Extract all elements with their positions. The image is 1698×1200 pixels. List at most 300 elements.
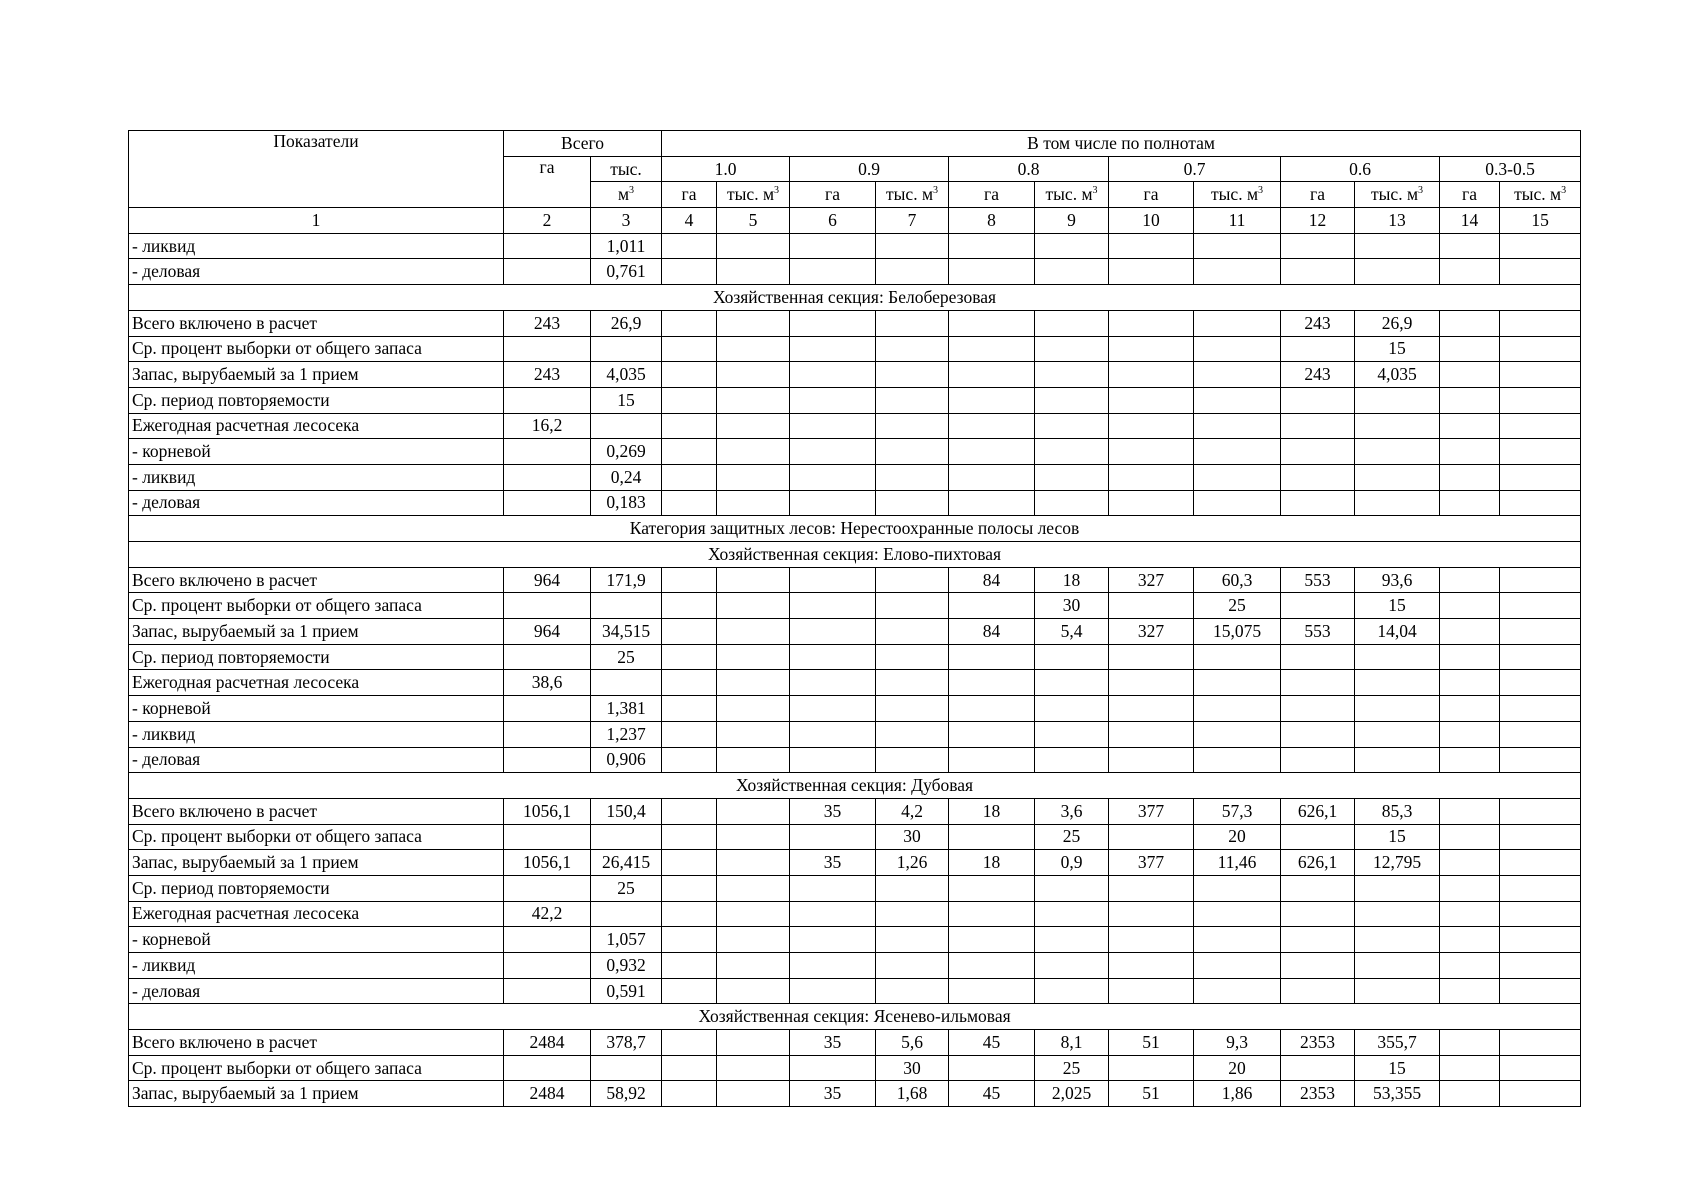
table-cell <box>504 233 591 259</box>
table-cell <box>1355 670 1440 696</box>
table-cell: 1,26 <box>876 850 949 876</box>
table-cell <box>949 721 1035 747</box>
table-cell: 4,035 <box>591 362 662 388</box>
table-cell: 85,3 <box>1355 798 1440 824</box>
table-cell <box>1500 1081 1581 1107</box>
table-cell: 243 <box>1281 310 1355 336</box>
header-total: Всего <box>504 131 662 157</box>
table-cell <box>790 953 876 979</box>
table-cell: 15 <box>1355 593 1440 619</box>
table-cell <box>504 875 591 901</box>
header-unit-ha: га <box>790 182 876 208</box>
table-cell <box>949 644 1035 670</box>
table-cell: 26,9 <box>1355 310 1440 336</box>
table-cell <box>504 259 591 285</box>
section-row <box>129 1004 1581 1030</box>
table-cell <box>1035 644 1109 670</box>
table-cell: 35 <box>790 850 876 876</box>
column-number: 10 <box>1109 208 1194 234</box>
table-cell <box>1281 953 1355 979</box>
table-cell <box>1440 310 1500 336</box>
table-cell <box>662 901 717 927</box>
table-cell <box>662 413 717 439</box>
table-cell <box>504 1055 591 1081</box>
table-cell <box>662 1030 717 1056</box>
row-label: Ср. период повторяемости <box>129 875 504 901</box>
table-cell <box>876 670 949 696</box>
table-cell: 553 <box>1281 567 1355 593</box>
table-cell <box>1109 1055 1194 1081</box>
column-number: 15 <box>1500 208 1581 234</box>
table-cell <box>1440 619 1500 645</box>
table-cell <box>662 490 717 516</box>
table-cell: 1,011 <box>591 233 662 259</box>
table-cell <box>1194 439 1281 465</box>
table-cell <box>1500 490 1581 516</box>
table-cell <box>1500 696 1581 722</box>
section-row <box>129 285 1581 311</box>
row-label: Запас, вырубаемый за 1 прием <box>129 362 504 388</box>
table-cell <box>876 439 949 465</box>
table-cell <box>876 336 949 362</box>
table-cell <box>1281 927 1355 953</box>
table-cell: 1,381 <box>591 696 662 722</box>
row-label: Запас, вырубаемый за 1 прием <box>129 1081 504 1107</box>
table-cell <box>1355 747 1440 773</box>
table-cell <box>876 978 949 1004</box>
table-cell <box>662 875 717 901</box>
table-cell <box>1109 490 1194 516</box>
table-cell: 18 <box>1035 567 1109 593</box>
table-cell <box>949 387 1035 413</box>
table-row <box>129 593 1581 619</box>
table-cell: 327 <box>1109 619 1194 645</box>
table-cell <box>591 824 662 850</box>
table-cell: 38,6 <box>504 670 591 696</box>
table-cell <box>504 387 591 413</box>
table-row <box>129 670 1581 696</box>
column-number: 5 <box>717 208 790 234</box>
section-row <box>129 773 1581 799</box>
table-cell <box>1281 336 1355 362</box>
header-indicators: Показатели <box>129 131 504 208</box>
table-cell <box>876 721 949 747</box>
table-cell <box>949 490 1035 516</box>
table-cell <box>717 1055 790 1081</box>
table-cell: 327 <box>1109 567 1194 593</box>
table-row <box>129 696 1581 722</box>
table-cell: 2484 <box>504 1081 591 1107</box>
table-cell: 0,906 <box>591 747 662 773</box>
column-number: 9 <box>1035 208 1109 234</box>
row-label: - корневой <box>129 927 504 953</box>
table-row <box>129 490 1581 516</box>
row-label: Ср. процент выборки от общего запаса <box>129 1055 504 1081</box>
table-cell <box>1355 953 1440 979</box>
table-cell <box>1440 336 1500 362</box>
table-cell <box>717 1081 790 1107</box>
table-row <box>129 310 1581 336</box>
table-cell <box>949 901 1035 927</box>
table-cell <box>1109 233 1194 259</box>
table-cell: 25 <box>1035 824 1109 850</box>
table-cell <box>1500 464 1581 490</box>
table-cell <box>790 413 876 439</box>
table-cell <box>1194 901 1281 927</box>
table-cell: 15,075 <box>1194 619 1281 645</box>
table-cell <box>1440 721 1500 747</box>
table-cell: 30 <box>876 824 949 850</box>
table-cell <box>790 927 876 953</box>
table-cell <box>1194 259 1281 285</box>
table-cell <box>717 1030 790 1056</box>
table-cell <box>1500 850 1581 876</box>
table-cell <box>717 413 790 439</box>
table-cell <box>790 824 876 850</box>
table-cell <box>1035 696 1109 722</box>
table-cell <box>1109 464 1194 490</box>
table-cell <box>949 927 1035 953</box>
table-cell <box>949 953 1035 979</box>
table-cell <box>1281 747 1355 773</box>
table-cell <box>1355 644 1440 670</box>
table-cell <box>1035 901 1109 927</box>
table-cell <box>717 387 790 413</box>
table-cell: 171,9 <box>591 567 662 593</box>
table-cell: 51 <box>1109 1081 1194 1107</box>
table-cell: 30 <box>876 1055 949 1081</box>
table-cell: 58,92 <box>591 1081 662 1107</box>
table-cell: 26,9 <box>591 310 662 336</box>
table-cell <box>1355 464 1440 490</box>
table-cell <box>1035 387 1109 413</box>
table-cell <box>662 233 717 259</box>
table-cell <box>1194 644 1281 670</box>
header-unit-thous-m3: тыс. $м^3$ <box>1035 182 1109 208</box>
row-label: Ср. период повторяемости <box>129 387 504 413</box>
table-cell <box>662 464 717 490</box>
table-cell <box>949 978 1035 1004</box>
table-cell: 8,1 <box>1035 1030 1109 1056</box>
column-number: 1 <box>129 208 504 234</box>
table-cell <box>717 593 790 619</box>
table-cell <box>949 310 1035 336</box>
table-cell: 243 <box>504 310 591 336</box>
table-cell: 2,025 <box>1035 1081 1109 1107</box>
section-title: Хозяйственная секция: Елово-пихтовая <box>129 542 1581 568</box>
table-cell: 2353 <box>1281 1081 1355 1107</box>
table-cell <box>1281 233 1355 259</box>
table-cell <box>1194 233 1281 259</box>
table-cell <box>1035 490 1109 516</box>
table-cell <box>790 387 876 413</box>
table-cell <box>949 464 1035 490</box>
table-cell <box>1035 233 1109 259</box>
table-cell <box>717 721 790 747</box>
table-cell <box>1500 747 1581 773</box>
table-cell <box>1440 670 1500 696</box>
table-cell: 964 <box>504 567 591 593</box>
table-cell <box>1355 387 1440 413</box>
table-cell <box>1500 1055 1581 1081</box>
table-cell <box>876 696 949 722</box>
table-cell <box>1035 439 1109 465</box>
table-cell <box>1194 464 1281 490</box>
table-cell <box>1194 978 1281 1004</box>
table-cell <box>1440 1081 1500 1107</box>
table-cell <box>717 798 790 824</box>
table-cell: 377 <box>1109 798 1194 824</box>
table-cell <box>1500 824 1581 850</box>
table-cell <box>662 670 717 696</box>
table-cell <box>1281 670 1355 696</box>
table-cell <box>1355 490 1440 516</box>
table-cell: 18 <box>949 850 1035 876</box>
table-cell <box>876 567 949 593</box>
table-cell <box>876 233 949 259</box>
row-label: - деловая <box>129 747 504 773</box>
row-label: Ср. процент выборки от общего запаса <box>129 593 504 619</box>
section-title: Хозяйственная секция: Дубовая <box>129 773 1581 799</box>
table-cell: 51 <box>1109 1030 1194 1056</box>
table-cell: 0,591 <box>591 978 662 1004</box>
table-cell <box>1281 464 1355 490</box>
header-unit-thous-m3: тыс. $м^3$ <box>876 182 949 208</box>
table-cell <box>876 593 949 619</box>
table-cell: 243 <box>1281 362 1355 388</box>
table-cell: 4,2 <box>876 798 949 824</box>
table-cell <box>1440 413 1500 439</box>
table-cell: 0,24 <box>591 464 662 490</box>
table-row <box>129 1030 1581 1056</box>
table-cell <box>876 875 949 901</box>
table-cell <box>1500 233 1581 259</box>
table-cell <box>1109 927 1194 953</box>
table-cell <box>1440 747 1500 773</box>
table-cell <box>1500 413 1581 439</box>
table-cell <box>1109 953 1194 979</box>
table-cell <box>1281 490 1355 516</box>
header-unit-ha: га <box>1109 182 1194 208</box>
table-cell <box>790 875 876 901</box>
table-cell <box>717 747 790 773</box>
table-cell <box>662 593 717 619</box>
table-cell <box>790 1055 876 1081</box>
table-cell <box>1109 439 1194 465</box>
table-cell <box>1440 875 1500 901</box>
table-cell <box>1500 310 1581 336</box>
table-cell <box>790 464 876 490</box>
table-cell <box>1035 747 1109 773</box>
table-row <box>129 1055 1581 1081</box>
table-cell <box>1500 798 1581 824</box>
table-row <box>129 644 1581 670</box>
table-cell: 12,795 <box>1355 850 1440 876</box>
header-unit-thous-m3: тыс. $м^3$ <box>1500 182 1581 208</box>
table-cell <box>1109 259 1194 285</box>
header-total-thous: тыс. <box>591 156 662 182</box>
table-row <box>129 875 1581 901</box>
row-label: Ежегодная расчетная лесосека <box>129 413 504 439</box>
table-row <box>129 413 1581 439</box>
table-cell <box>1500 259 1581 285</box>
header-unit-ha: га <box>1440 182 1500 208</box>
table-cell <box>790 310 876 336</box>
table-cell: 377 <box>1109 850 1194 876</box>
table-cell <box>1440 798 1500 824</box>
table-cell <box>790 439 876 465</box>
table-row <box>129 233 1581 259</box>
table-cell <box>591 901 662 927</box>
row-label: Ср. период повторяемости <box>129 644 504 670</box>
table-cell <box>662 927 717 953</box>
header-density-6: 0.3-0.5 <box>1440 156 1581 182</box>
table-cell: 378,7 <box>591 1030 662 1056</box>
table-cell <box>1440 439 1500 465</box>
table-row <box>129 336 1581 362</box>
table-cell <box>717 336 790 362</box>
table-cell <box>1440 464 1500 490</box>
table-cell <box>1281 593 1355 619</box>
table-cell <box>1440 259 1500 285</box>
table-cell <box>504 747 591 773</box>
table-cell <box>1194 696 1281 722</box>
table-row <box>129 387 1581 413</box>
table-cell <box>876 927 949 953</box>
table-cell: 243 <box>504 362 591 388</box>
table-cell: 1,057 <box>591 927 662 953</box>
table-row <box>129 850 1581 876</box>
column-number: 13 <box>1355 208 1440 234</box>
column-number: 6 <box>790 208 876 234</box>
table-cell <box>949 413 1035 439</box>
table-cell <box>1109 387 1194 413</box>
table-cell <box>1500 927 1581 953</box>
table-cell <box>1109 336 1194 362</box>
table-cell <box>1109 593 1194 619</box>
table-cell <box>1281 259 1355 285</box>
table-cell <box>1500 670 1581 696</box>
table-cell <box>591 413 662 439</box>
table-cell <box>1035 464 1109 490</box>
row-label: Ежегодная расчетная лесосека <box>129 901 504 927</box>
table-cell <box>662 696 717 722</box>
table-cell <box>504 439 591 465</box>
table-cell <box>591 670 662 696</box>
table-cell <box>1281 875 1355 901</box>
row-label: Запас, вырубаемый за 1 прием <box>129 850 504 876</box>
table-cell: 26,415 <box>591 850 662 876</box>
table-cell <box>1355 233 1440 259</box>
table-cell <box>717 670 790 696</box>
table-cell <box>1194 875 1281 901</box>
table-cell <box>662 644 717 670</box>
row-label: Запас, вырубаемый за 1 прием <box>129 619 504 645</box>
table-cell <box>1035 336 1109 362</box>
table-cell: 34,515 <box>591 619 662 645</box>
header-unit-ha: га <box>662 182 717 208</box>
table-cell: 84 <box>949 567 1035 593</box>
table-cell <box>790 336 876 362</box>
table-cell <box>1281 824 1355 850</box>
table-cell <box>717 901 790 927</box>
header-unit-thous-m3: тыс. $м^3$ <box>1355 182 1440 208</box>
section-title: Хозяйственная секция: Ясенево-ильмовая <box>129 1004 1581 1030</box>
row-label: - ликвид <box>129 233 504 259</box>
column-number: 14 <box>1440 208 1500 234</box>
table-cell <box>1281 978 1355 1004</box>
table-cell <box>1194 362 1281 388</box>
table-cell <box>1355 978 1440 1004</box>
table-cell <box>1500 336 1581 362</box>
table-cell <box>1281 1055 1355 1081</box>
table-cell: 2353 <box>1281 1030 1355 1056</box>
table-cell <box>1440 567 1500 593</box>
table-cell <box>876 644 949 670</box>
table-cell <box>504 953 591 979</box>
table-cell <box>1281 721 1355 747</box>
table-cell <box>1281 439 1355 465</box>
table-cell <box>790 593 876 619</box>
table-cell <box>1109 721 1194 747</box>
table-cell <box>1440 1055 1500 1081</box>
table-cell <box>717 464 790 490</box>
header-unit-thous-m3: тыс. $м^3$ <box>1194 182 1281 208</box>
table-cell: 150,4 <box>591 798 662 824</box>
table-cell <box>1281 901 1355 927</box>
table-cell: 553 <box>1281 619 1355 645</box>
table-cell <box>949 670 1035 696</box>
table-cell: 18 <box>949 798 1035 824</box>
row-label: - деловая <box>129 978 504 1004</box>
table-row <box>129 259 1581 285</box>
table-cell <box>717 439 790 465</box>
header-by-density: В том числе по полнотам <box>662 131 1581 157</box>
table-cell <box>790 670 876 696</box>
table-cell <box>1194 721 1281 747</box>
table-body <box>129 233 1581 1106</box>
table-cell <box>1500 439 1581 465</box>
row-label: Всего включено в расчет <box>129 1030 504 1056</box>
header-unit-ha: га <box>949 182 1035 208</box>
header-density-3: 0.8 <box>949 156 1109 182</box>
table-cell <box>1355 439 1440 465</box>
table-cell <box>876 413 949 439</box>
section-title: Категория защитных лесов: Нерестоохранные полосы лесов <box>129 516 1581 542</box>
table-cell <box>1440 850 1500 876</box>
table-cell <box>1035 362 1109 388</box>
table-row <box>129 362 1581 388</box>
table-cell <box>949 259 1035 285</box>
table-row <box>129 798 1581 824</box>
table-cell <box>662 362 717 388</box>
header-density-2: 0.9 <box>790 156 949 182</box>
header-unit-ha: га <box>1281 182 1355 208</box>
table-cell <box>1035 259 1109 285</box>
table-cell <box>1194 927 1281 953</box>
table-cell: 35 <box>790 1081 876 1107</box>
table-row <box>129 978 1581 1004</box>
table-cell <box>717 927 790 953</box>
table-cell <box>717 978 790 1004</box>
table-cell: 20 <box>1194 1055 1281 1081</box>
table-cell <box>1440 233 1500 259</box>
table-cell <box>662 824 717 850</box>
section-row <box>129 542 1581 568</box>
table-cell <box>1281 696 1355 722</box>
table-cell: 30 <box>1035 593 1109 619</box>
table-cell <box>717 696 790 722</box>
